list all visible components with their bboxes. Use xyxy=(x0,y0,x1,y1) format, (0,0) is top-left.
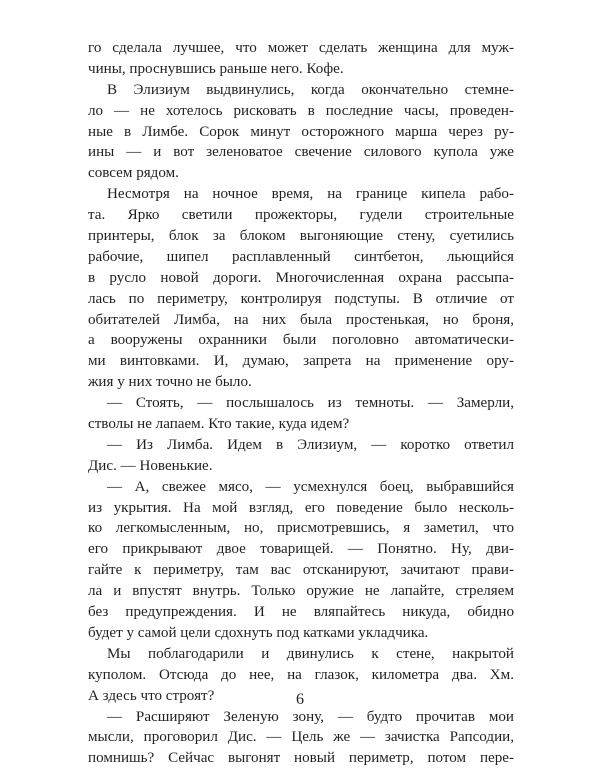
text-line: а вооружены охранники были поголовно автоматически- xyxy=(88,330,514,351)
text-line: ины — и вот зеленоватое свечение силового купола уже xyxy=(88,142,514,163)
text-line: мысли, проговорил Дис. — Цель же — зачистка Рапсодии, xyxy=(88,727,514,748)
text-line: принтеры, блок за блоком выгоняющие стену, суетились xyxy=(88,226,514,247)
text-line: жия у них точно не было. xyxy=(88,372,514,393)
text-line: ко легкомысленным, но, присмотревшись, я заметил, что xyxy=(88,518,514,539)
text-line: из укрытия. На мой взгляд, его поведение было несколь- xyxy=(88,498,514,519)
text-line: гайте к периметру, там вас отсканируют, зачитают прави- xyxy=(88,560,514,581)
text-line: — А, свежее мясо, — усмехнулся боец, выбравшийся xyxy=(88,477,514,498)
text-line: Дис. — Новенькие. xyxy=(88,456,514,477)
text-line: ные в Лимбе. Сорок минут осторожного марша через ру- xyxy=(88,122,514,143)
text-line: его прикрывают двое товарищей. — Понятно. Ну, дви- xyxy=(88,539,514,560)
text-line: совсем рядом. xyxy=(88,163,514,184)
text-line: Несмотря на ночное время, на границе кипела рабо- xyxy=(88,184,514,205)
text-line: будет у самой цели сдохнуть под катками укладчика. xyxy=(88,623,514,644)
text-line: ла и впустят внутрь. Только оружие не лапайте, стреляем xyxy=(88,581,514,602)
text-line: А здесь что строят? xyxy=(88,686,514,707)
paragraph xyxy=(88,707,514,769)
paragraph xyxy=(88,38,514,80)
text-line: лась по периметру, контролируя подступы. В отличие от xyxy=(88,289,514,310)
text-line: ло — не хотелось рисковать в последние часы, проведен- xyxy=(88,101,514,122)
text-line: В Элизиум выдвинулись, когда окончательно стемне- xyxy=(88,80,514,101)
paragraph xyxy=(88,80,514,184)
paragraph xyxy=(88,477,514,644)
paragraph xyxy=(88,393,514,435)
text-line: — Из Лимба. Идем в Элизиум, — коротко ответил xyxy=(88,435,514,456)
page-number: 6 xyxy=(0,690,600,710)
text-line: чины, проснувшись раньше него. Кофе. xyxy=(88,59,514,80)
paragraph xyxy=(88,435,514,477)
body-text xyxy=(88,38,514,769)
text-line: рабочие, шипел расплавленный синтбетон, льющийся xyxy=(88,247,514,268)
text-line: обитателей Лимба, на них была простенькая, но броня, xyxy=(88,310,514,331)
paragraph xyxy=(88,184,514,393)
text-line: помнишь? Сейчас выгонят новый периметр, потом пере- xyxy=(88,748,514,769)
text-line: та. Ярко светили прожекторы, гудели строительные xyxy=(88,205,514,226)
text-line: Мы поблагодарили и двинулись к стене, накрытой xyxy=(88,644,514,665)
text-line: ми винтовками. И, думаю, запрета на применение ору- xyxy=(88,351,514,372)
text-line: — Стоять, — послышалось из темноты. — Замерли, xyxy=(88,393,514,414)
text-line: — Расширяют Зеленую зону, — будто прочитав мои xyxy=(88,707,514,728)
text-line: стволы не лапаем. Кто такие, куда идем? xyxy=(88,414,514,435)
text-line: куполом. Отсюда до нее, на глазок, километра два. Хм. xyxy=(88,665,514,686)
text-line: в русло новой дороги. Многочисленная охрана рассыпа- xyxy=(88,268,514,289)
text-line: го сделала лучшее, что может сделать женщина для муж- xyxy=(88,38,514,59)
text-line: без предупреждения. И не вляпайтесь никуда, обидно xyxy=(88,602,514,623)
